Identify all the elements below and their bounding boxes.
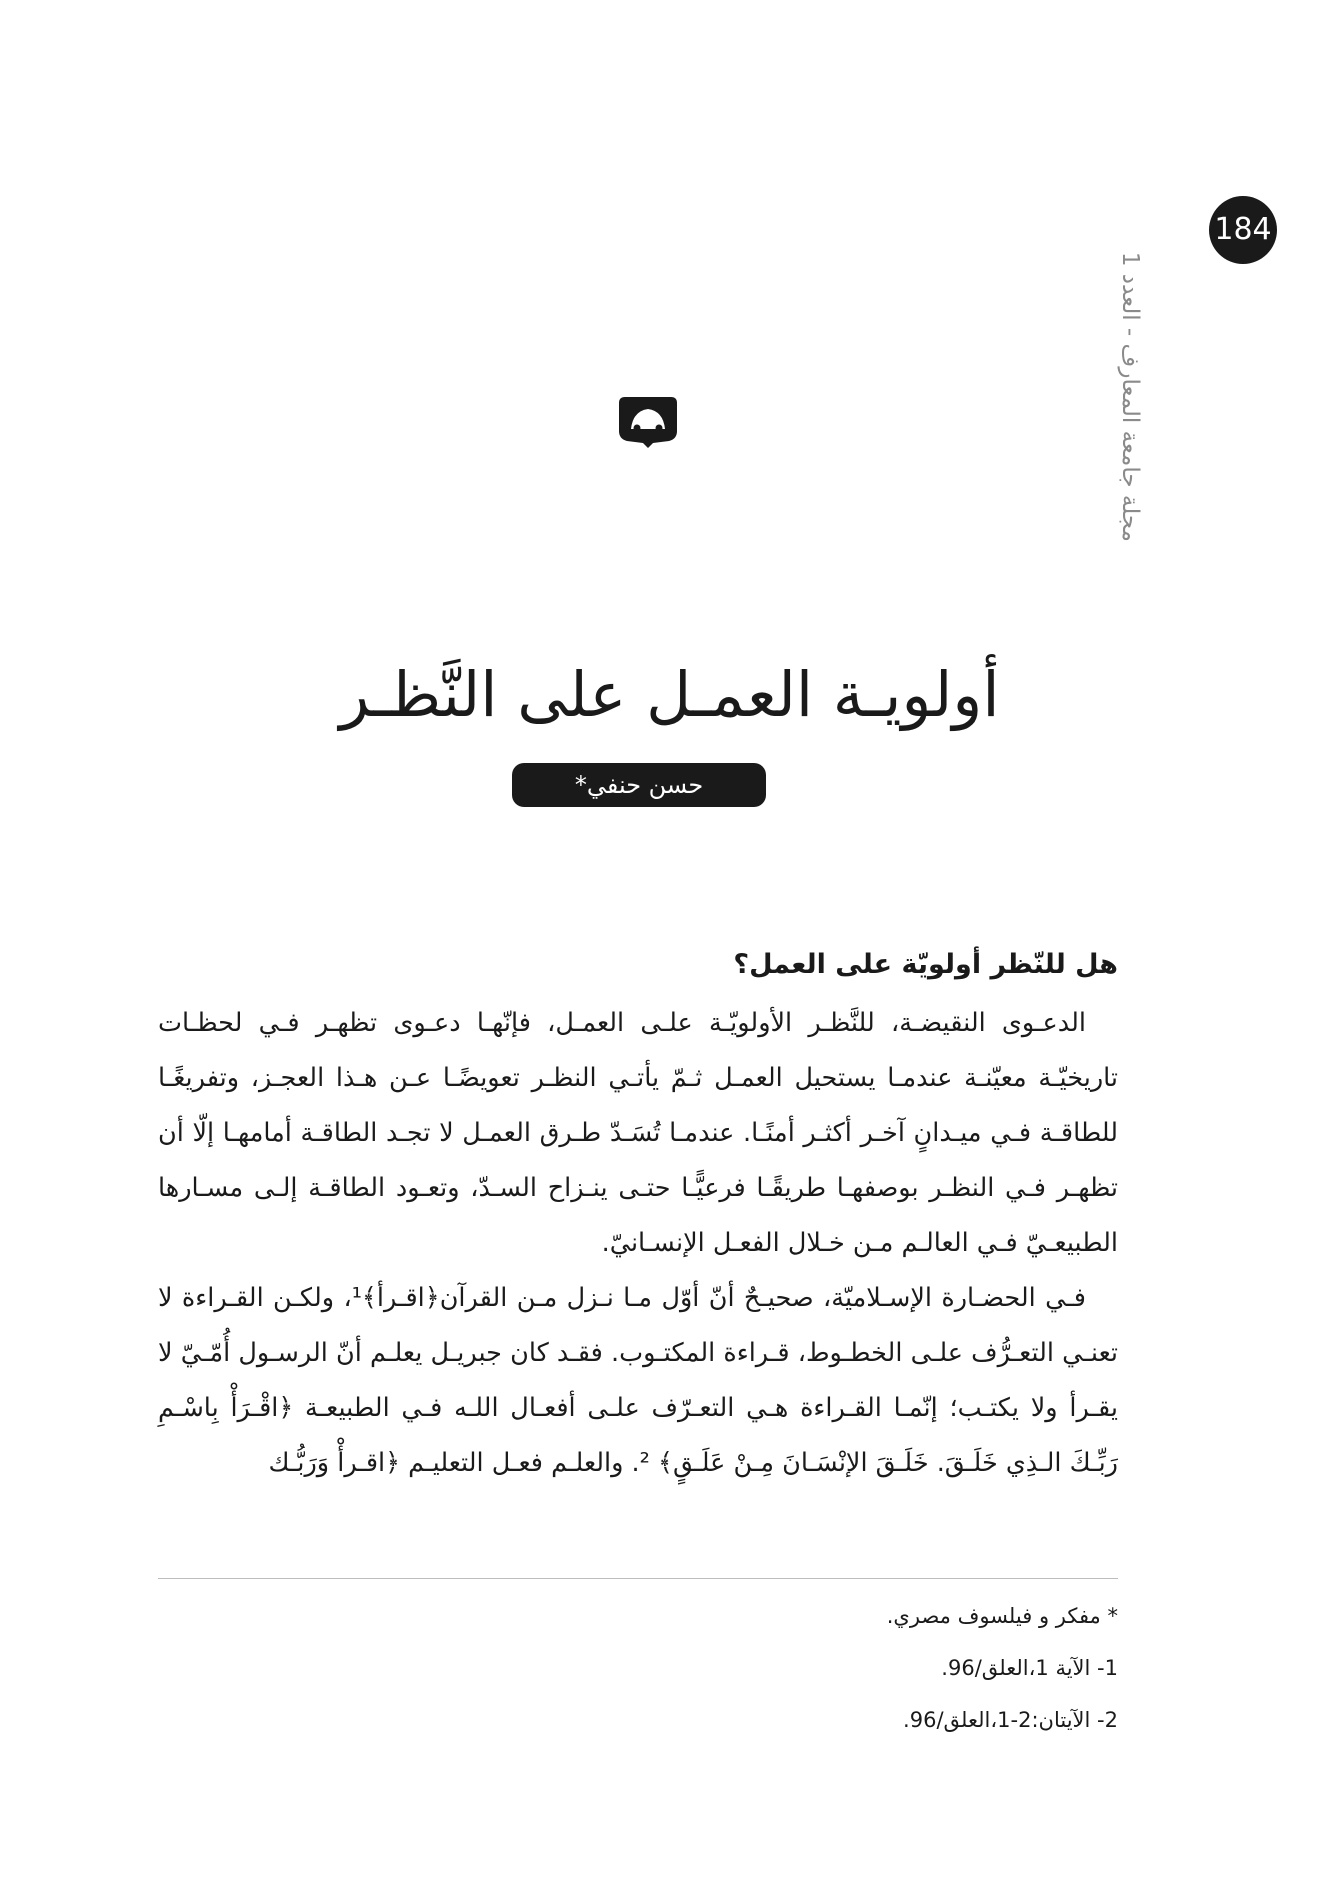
journal-emblem-icon <box>617 395 679 449</box>
page-number-badge <box>1209 196 1277 264</box>
author-name: حسن حنفي* <box>574 771 704 799</box>
running-header: مجلة جامعة المعارف - العدد 1 <box>1117 251 1143 542</box>
article-body <box>158 940 1118 1491</box>
article-title: أولويـة العمـل على النَّظـر <box>339 658 1000 731</box>
page-number: 184 <box>1214 212 1272 247</box>
footnote-divider <box>158 1578 1118 1579</box>
footnote-author: * مفكر و فيلسوف مصري. <box>886 1604 1118 1628</box>
footnote-2: 2- الآيتان:2-1،العلق/96. <box>903 1708 1118 1732</box>
author-badge <box>512 763 766 807</box>
body-paragraph-2: فـي الحضـارة الإسـلاميّة، صحيـحٌ أنّ أوّل مـا نـزل مـن القرآن﴿اقـرأ﴾¹، ولكـن القـراءة لا تعنـي التعـرُّف علـى الخطـوط، قـراءة المكتـوب. فقـد كان جبريـل يعلـم أنّ الرسـول أُمّـيّ لا يقـرأ ولا يكتـب؛ إنّمـا القـراءة هـي التعـرّف علـى أفعـال اللـه فـي الطبيعـة ﴿اقْـرَأْ بِاسْـمِ رَبِّـكَ الـذِي خَلَـقَ. خَلَـقَ الإنْسَـانَ مِـنْ عَلَـقٍ﴾ ². والعلـم فعـل التعليـم ﴿اقـرأْ وَرَبُّـك <box>158 1283 1118 1478</box>
footnotes <box>158 1590 1118 1746</box>
section-heading: هل للنّظر أولويّة على العمل؟ <box>733 949 1118 980</box>
footnote-1: 1- الآية 1،العلق/96. <box>941 1656 1118 1680</box>
body-paragraph-1: الدعـوى النقيضـة، للنَّظـر الأولويّـة علـى العمـل، فإنّهـا دعـوى تظهـر فـي لحظـات تاريخيّـة معيّنـة عندمـا يستحيل العمـل ثـمّ يأتـي النظـر تعويضًـا عـن هـذا العجـز، وتفريغًـا للطاقـة فـي ميـدانٍ آخـر أكثـر أمنًـا. عندمـا تُسَـدّ طـرق العمـل لا تجـد الطاقـة أمامهـا إلّا أن تظهـر فـي النظـر بوصفهـا طريقًـا فرعيًّـا حتـى ينـزاح السـدّ، وتعـود الطاقـة إلـى مسـارها الطبيعـيّ فـي العالـم مـن خـلال الفعـل الإنسـانيّ. <box>158 1008 1118 1258</box>
